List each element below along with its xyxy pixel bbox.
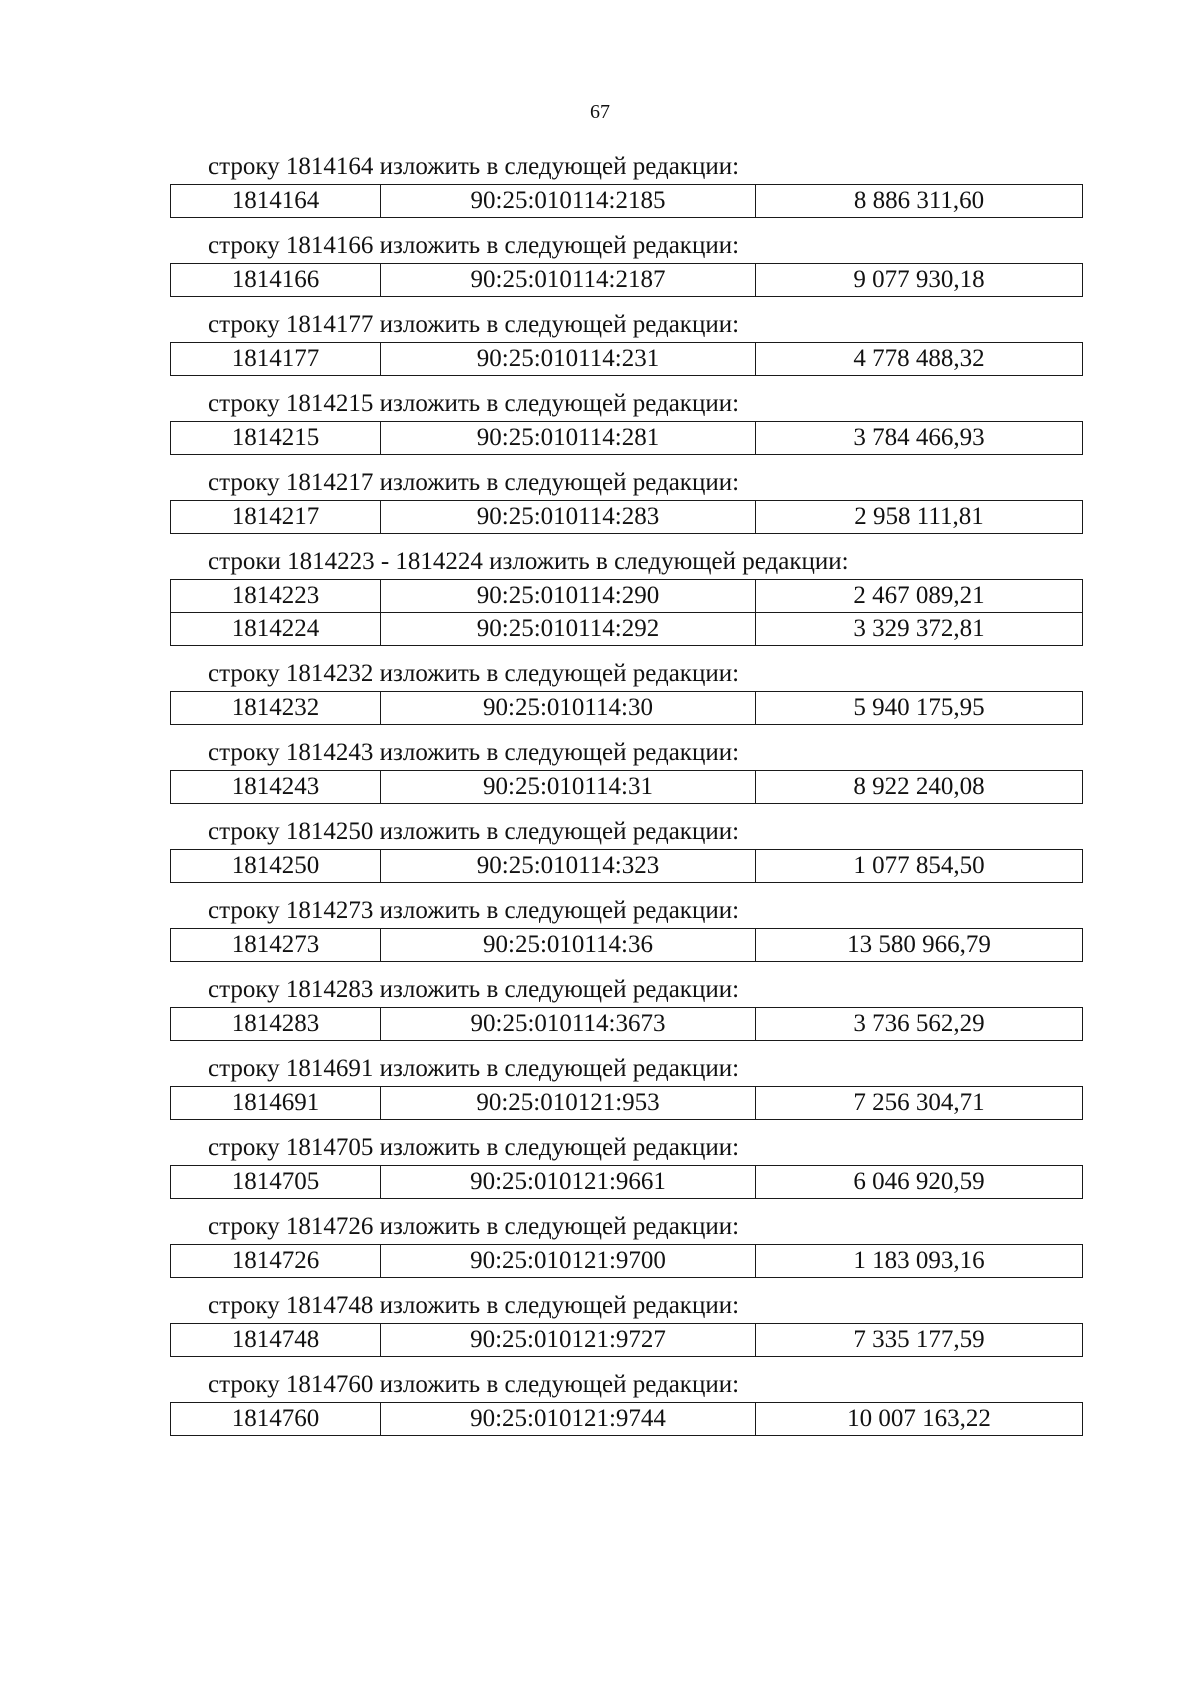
amendment-table (170, 770, 1083, 804)
row-number-cell: 1814273 (171, 929, 381, 962)
cadastral-value-cell: 1 183 093,16 (756, 1245, 1083, 1278)
cadastral-value-cell: 9 077 930,18 (756, 264, 1083, 297)
table-row (171, 929, 1083, 962)
amendment-table (170, 263, 1083, 297)
amendment-table (170, 1007, 1083, 1041)
cadastral-number-cell: 90:25:010121:9661 (381, 1166, 756, 1199)
row-number-cell: 1814223 (171, 580, 381, 613)
table-row (171, 501, 1083, 534)
amendment-instruction: строку 1814243 изложить в следующей редакции: (208, 739, 740, 766)
cadastral-number-cell: 90:25:010114:2187 (381, 264, 756, 297)
table-row (171, 850, 1083, 883)
cadastral-value-cell: 2 467 089,21 (756, 580, 1083, 613)
amendment-instruction: строку 1814217 изложить в следующей редакции: (208, 469, 740, 496)
table-row (171, 580, 1083, 613)
cadastral-value-cell: 13 580 966,79 (756, 929, 1083, 962)
row-number-cell: 1814232 (171, 692, 381, 725)
amendment-table (170, 184, 1083, 218)
cadastral-number-cell: 90:25:010114:231 (381, 343, 756, 376)
amendment-instruction: строку 1814177 изложить в следующей редакции: (208, 311, 740, 338)
cadastral-value-cell: 5 940 175,95 (756, 692, 1083, 725)
amendment-table (170, 1323, 1083, 1357)
document-body (170, 150, 1082, 1447)
cadastral-number-cell: 90:25:010114:281 (381, 422, 756, 455)
amendment-instruction: строку 1814215 изложить в следующей редакции: (208, 390, 740, 417)
amendment-instruction: строку 1814760 изложить в следующей редакции: (208, 1371, 740, 1398)
table-row (171, 1245, 1083, 1278)
row-number-cell: 1814250 (171, 850, 381, 883)
table-row (171, 1166, 1083, 1199)
table-row (171, 692, 1083, 725)
cadastral-number-cell: 90:25:010114:283 (381, 501, 756, 534)
cadastral-number-cell: 90:25:010121:953 (381, 1087, 756, 1120)
amendment-table (170, 342, 1083, 376)
amendment-table (170, 500, 1083, 534)
cadastral-value-cell: 7 256 304,71 (756, 1087, 1083, 1120)
cadastral-value-cell: 10 007 163,22 (756, 1403, 1083, 1436)
amendment-instruction: строку 1814691 изложить в следующей редакции: (208, 1055, 740, 1082)
table-row (171, 264, 1083, 297)
cadastral-value-cell: 3 736 562,29 (756, 1008, 1083, 1041)
amendment-table (170, 1244, 1083, 1278)
cadastral-number-cell: 90:25:010114:2185 (381, 185, 756, 218)
table-row (171, 1403, 1083, 1436)
cadastral-value-cell: 1 077 854,50 (756, 850, 1083, 883)
amendment-table (170, 849, 1083, 883)
page-number: 67 (590, 101, 610, 123)
row-number-cell: 1814217 (171, 501, 381, 534)
row-number-cell: 1814705 (171, 1166, 381, 1199)
row-number-cell: 1814760 (171, 1403, 381, 1436)
amendment-table (170, 421, 1083, 455)
amendment-table (170, 1402, 1083, 1436)
cadastral-number-cell: 90:25:010114:31 (381, 771, 756, 804)
amendment-instruction: строку 1814748 изложить в следующей редакции: (208, 1292, 740, 1319)
amendment-instruction: строку 1814726 изложить в следующей редакции: (208, 1213, 740, 1240)
cadastral-value-cell: 3 329 372,81 (756, 613, 1083, 646)
table-row (171, 771, 1083, 804)
cadastral-value-cell: 4 778 488,32 (756, 343, 1083, 376)
cadastral-value-cell: 2 958 111,81 (756, 501, 1083, 534)
cadastral-number-cell: 90:25:010114:292 (381, 613, 756, 646)
amendment-instruction: строки 1814223 - 1814224 изложить в следующей редакции: (208, 548, 849, 575)
cadastral-number-cell: 90:25:010121:9700 (381, 1245, 756, 1278)
row-number-cell: 1814691 (171, 1087, 381, 1120)
row-number-cell: 1814164 (171, 185, 381, 218)
table-row (171, 343, 1083, 376)
amendment-table (170, 928, 1083, 962)
row-number-cell: 1814748 (171, 1324, 381, 1357)
amendment-instruction: строку 1814166 изложить в следующей редакции: (208, 232, 740, 259)
cadastral-number-cell: 90:25:010114:290 (381, 580, 756, 613)
amendment-instruction: строку 1814232 изложить в следующей редакции: (208, 660, 740, 687)
amendment-instruction: строку 1814273 изложить в следующей редакции: (208, 897, 740, 924)
cadastral-number-cell: 90:25:010114:3673 (381, 1008, 756, 1041)
row-number-cell: 1814166 (171, 264, 381, 297)
table-row (171, 1008, 1083, 1041)
table-row (171, 185, 1083, 218)
table-row (171, 613, 1083, 646)
cadastral-number-cell: 90:25:010114:36 (381, 929, 756, 962)
amendment-instruction: строку 1814705 изложить в следующей редакции: (208, 1134, 740, 1161)
row-number-cell: 1814215 (171, 422, 381, 455)
amendment-table (170, 1165, 1083, 1199)
row-number-cell: 1814243 (171, 771, 381, 804)
cadastral-number-cell: 90:25:010121:9744 (381, 1403, 756, 1436)
cadastral-number-cell: 90:25:010114:30 (381, 692, 756, 725)
table-row (171, 1324, 1083, 1357)
amendment-instruction: строку 1814283 изложить в следующей редакции: (208, 976, 740, 1003)
cadastral-value-cell: 6 046 920,59 (756, 1166, 1083, 1199)
row-number-cell: 1814283 (171, 1008, 381, 1041)
cadastral-number-cell: 90:25:010121:9727 (381, 1324, 756, 1357)
amendment-table (170, 691, 1083, 725)
row-number-cell: 1814177 (171, 343, 381, 376)
row-number-cell: 1814224 (171, 613, 381, 646)
cadastral-value-cell: 8 886 311,60 (756, 185, 1083, 218)
table-row (171, 422, 1083, 455)
amendment-table (170, 1086, 1083, 1120)
amendment-table (170, 579, 1083, 646)
cadastral-value-cell: 7 335 177,59 (756, 1324, 1083, 1357)
table-row (171, 1087, 1083, 1120)
cadastral-value-cell: 3 784 466,93 (756, 422, 1083, 455)
cadastral-value-cell: 8 922 240,08 (756, 771, 1083, 804)
amendment-instruction: строку 1814164 изложить в следующей редакции: (208, 153, 740, 180)
cadastral-number-cell: 90:25:010114:323 (381, 850, 756, 883)
amendment-instruction: строку 1814250 изложить в следующей редакции: (208, 818, 740, 845)
row-number-cell: 1814726 (171, 1245, 381, 1278)
